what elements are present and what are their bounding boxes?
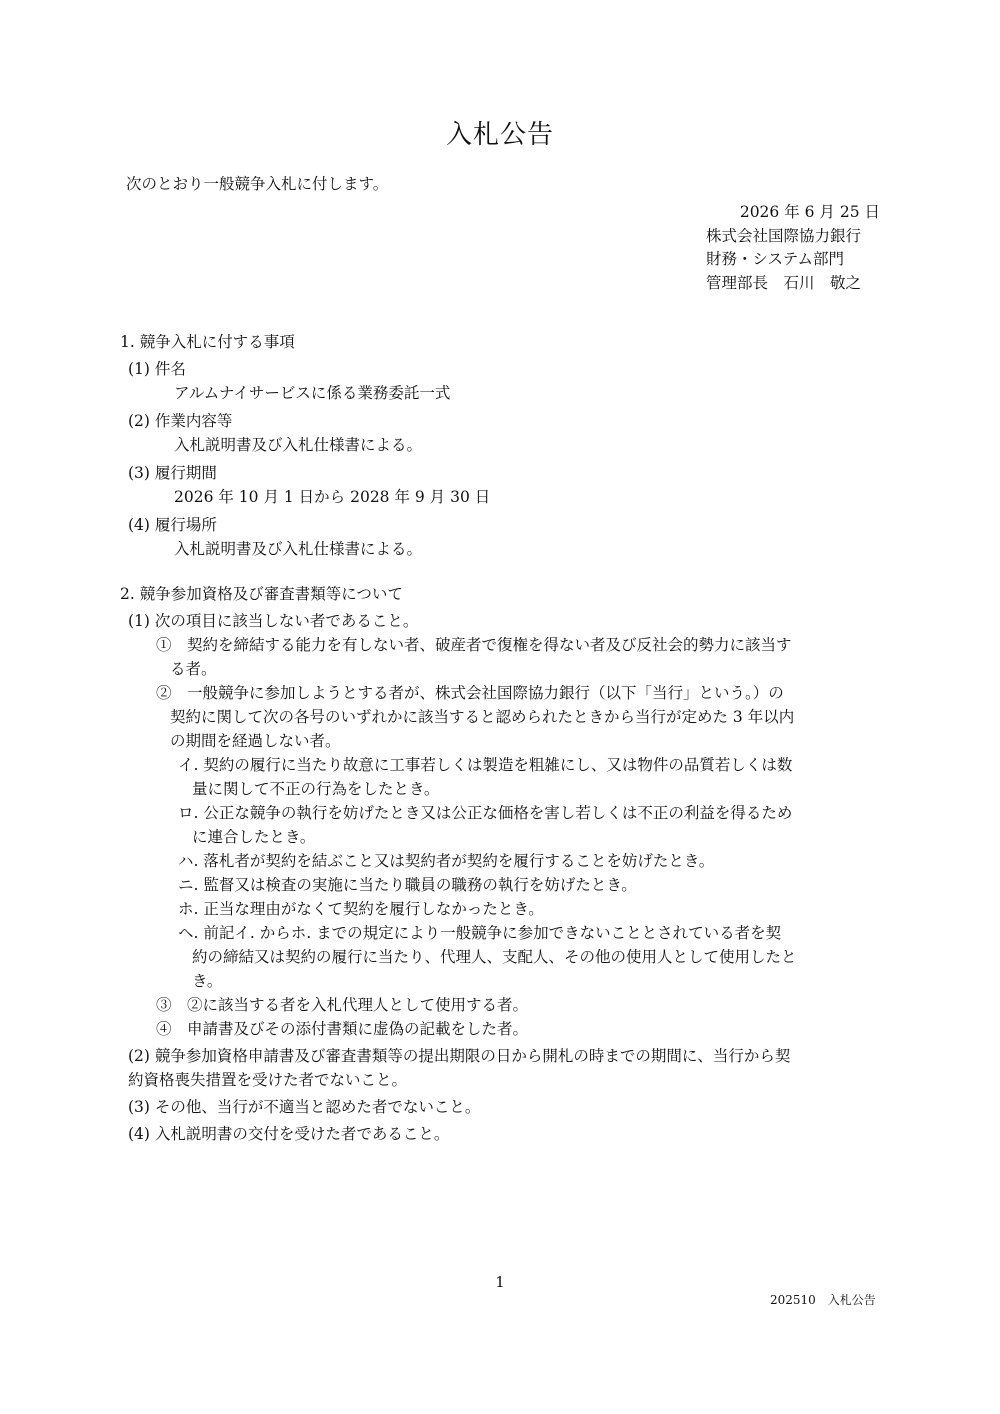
section-1-item-2-label: (2) 作業内容等 [128,412,233,430]
clause-ro-line-1: ロ. 公正な競争の執行を妨げたとき又は公正な価格を害し若しくは不正の利益を得るため [178,804,793,822]
section-1-item-4-body: 入札説明書及び入札仕様書による。 [174,540,423,558]
clause-he-line-2: 約の締結又は契約の履行に当たり、代理人、支配人、その他の使用人として使用したと [192,948,797,966]
section-1-item-2-body: 入札説明書及び入札仕様書による。 [174,436,423,454]
section-1-item-3-label: (3) 履行期間 [128,464,217,482]
section-1-item-1-body: アルムナイサービスに係る業務委託一式 [174,384,451,402]
section-2-item-2-line-2: 約資格喪失措置を受けた者でないこと。 [128,1071,408,1089]
issuer-department: 財務・システム部門 [706,250,844,268]
clause-he-line-3: き。 [192,972,223,990]
section-2-item-4: (4) 入札説明書の交付を受けた者であること。 [128,1125,450,1143]
section-2-item-2-line-1: (2) 競争参加資格申請書及び審査書類等の提出期限の日から開札の時までの期間に、当行から契 [128,1047,791,1065]
document-title: 入札公告 [445,120,554,150]
page-number: 1 [495,1273,505,1291]
section-1-heading: 1. 競争入札に付する事項 [120,333,295,351]
clause-i-line-1: イ. 契約の履行に当たり故意に工事若しくは製造を粗雑にし、又は物件の品質若しくは数 [178,756,793,774]
issuer-company: 株式会社国際協力銀行 [706,226,862,245]
section-2-heading: 2. 競争参加資格及び審査書類等について [120,585,403,603]
clause-he-line-1: ヘ. 前記イ. からホ. までの規定により一般競争に参加できないこととされている者を契 [178,924,782,942]
condition-2-line-3: の期間を経過しない者。 [170,732,341,750]
condition-1-line-2: る者。 [170,660,217,678]
condition-1-line-1: ① 契約を締結する能力を有しない者、破産者で復権を得ない者及び反社会的勢力に該当す [156,636,792,654]
section-2-item-1: (1) 次の項目に該当しない者であること。 [128,612,419,630]
condition-3: ③ ②に該当する者を入札代理人として使用する者。 [156,996,529,1014]
footer-label: 202510 入札公告 [770,1293,876,1307]
issuer-signatory: 管理部長 石川 敬之 [706,273,862,292]
section-1-item-1-label: (1) 件名 [128,360,186,378]
clause-ro-line-2: に連合したとき。 [192,828,316,846]
clause-ho: ホ. 正当な理由がなくて契約を履行しなかったとき。 [178,900,544,918]
issuer-block [706,201,880,295]
clause-ha: ハ. 落札者が契約を結ぶこと又は契約者が契約を履行することを妨げたとき。 [178,852,715,870]
condition-2-line-2: 契約に関して次の各号のいずれかに該当すると認められたときから当行が定めた 3 年以内 [170,708,795,726]
condition-2-line-1: ② 一般競争に参加しようとする者が、株式会社国際協力銀行（以下「当行」という。）の [156,684,784,702]
section-1-item-4-label: (4) 履行場所 [128,516,217,534]
issue-date: 2026 年 6 月 25 日 [739,203,880,221]
clause-i-line-2: 量に関して不正の行為をしたとき。 [192,780,440,798]
section-1-item-3-body: 2026 年 10 月 1 日から 2028 年 9 月 30 日 [174,488,491,506]
intro-text: 次のとおり一般競争入札に付します。 [126,175,389,193]
section-2-item-3: (3) その他、当行が不適当と認めた者でないこと。 [128,1098,481,1116]
condition-4: ④ 申請書及びその添付書類に虚偽の記載をした者。 [156,1020,529,1038]
clause-ni: ニ. 監督又は検査の実施に当たり職員の職務の執行を妨げたとき。 [178,876,637,894]
